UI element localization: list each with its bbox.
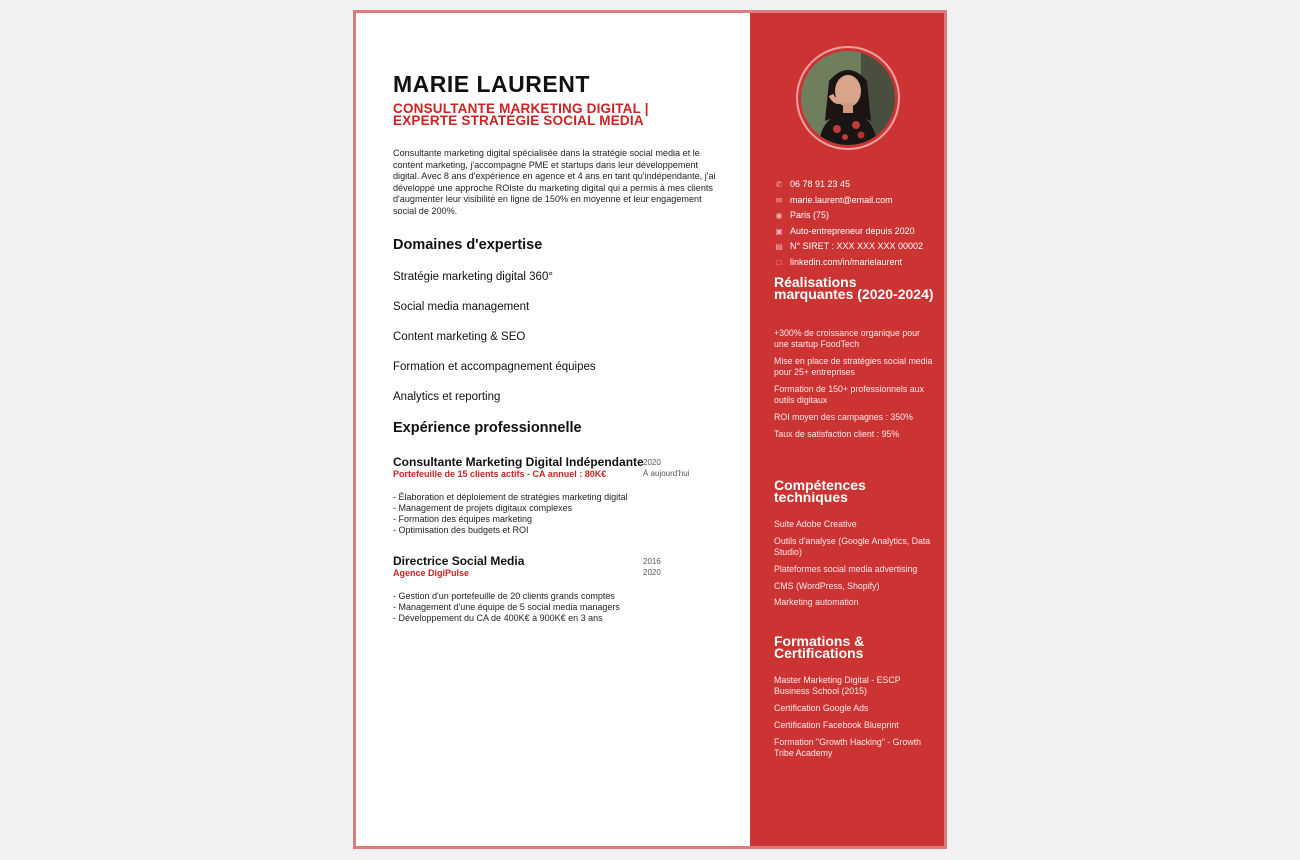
contact-phone[interactable]: ✆ 06 78 91 23 45 [774,177,923,193]
experience-entry [393,554,693,624]
phone-icon: ✆ [775,180,783,189]
contact-linkedin[interactable]: □ linkedin.com/in/marielaurent [774,255,923,271]
email-icon: ✉ [775,195,783,205]
job-bullet: - Développement du CA de 400K€ à 900K€ en 3 ans [393,613,603,623]
job-bullet: - Élaboration et déploiement de stratégies marketing digital [393,492,628,502]
expertise-item: Formation et accompagnement équipes [393,361,596,373]
job-bullets [393,591,693,624]
achievement-item: Taux de satisfaction client : 95% [774,429,900,440]
job-dates [643,457,689,479]
skills-heading: Compétences techniques [774,477,866,505]
skill-item: CMS (WordPress, Shopify) [774,580,880,591]
job-bullets [393,492,693,536]
expertise-list [393,270,713,420]
achievements-list [774,328,934,446]
experience-entry [393,455,693,536]
job-start: 2016 [643,557,661,566]
contact-location: ◉ Paris (75) [774,208,923,224]
training-item: Certification Facebook Blueprint [774,719,899,730]
profile-photo [801,51,895,145]
candidate-name: MARIE LAURENT [393,71,590,97]
expertise-item: Social media management [393,301,530,313]
job-bullet: - Formation des équipes marketing [393,514,533,524]
training-list [774,675,934,765]
id-card-icon: ▤ [775,242,783,251]
job-end: 2020 [643,568,661,577]
job-title: Consultante Marketing Digital Indépendante [393,455,644,469]
skill-item: Outils d'analyse (Google Analytics, Data Studio) [774,535,931,558]
skill-item: Suite Adobe Creative [774,519,857,529]
profile-photo-frame [796,46,900,150]
skills-list [774,519,934,614]
job-bullet: - Management d'une équipe de 5 social media managers [393,602,620,612]
achievement-item: +300% de croissance organique pour une startup FoodTech [774,328,920,350]
sidebar-column [750,13,944,846]
skill-item: Marketing automation [774,597,859,608]
training-item: Master Marketing Digital - ESCP Business School (2015) [774,675,901,697]
linkedin-icon: □ [776,257,782,267]
contact-email[interactable]: ✉ marie.laurent@email.com [774,193,923,209]
resume-page [353,10,947,849]
achievement-item: Mise en place de stratégies social media pour 25+ entreprises [774,356,933,378]
achievement-item: ROI moyen des campagnes : 350% [774,412,913,423]
expertise-item: Analytics et reporting [393,391,501,403]
job-dates [643,556,661,578]
briefcase-icon: ▣ [775,226,783,236]
job-subtitle: Portefeuille de 15 clients actifs - CA annuel : 80K€ [393,469,607,479]
expertise-item: Stratégie marketing digital 360° [393,271,553,283]
job-title: Directrice Social Media [393,554,525,568]
contact-list [774,177,923,270]
job-subtitle: Agence DigiPulse [393,568,470,578]
job-bullet: - Optimisation des budgets et ROI [393,525,529,535]
main-column [356,13,750,846]
profile-summary: Consultante marketing digital spécialisée dans la stratégie social media et le content marketing, j'accompagne PME et startups dans leur développement digital. Avec 8 ans d'expérience en agence et 4 ans en tant qu'indépendante, j'ai développé une approche ROIste du marketing digital qui a permis à mes clients d'augmenter leur visibilité en ligne de 150% en moyenne et leur engagement social de 200%. [393,148,716,216]
job-end: À aujourd'hui [643,469,690,478]
contact-siret: ▤ N° SIRET : XXX XXX XXX 00002 [774,239,923,255]
contact-status: ▣ Auto-entrepreneur depuis 2020 [774,224,923,240]
achievements-heading: Réalisations marquantes (2020-2024) [774,274,934,302]
training-item: Certification Google Ads [774,703,869,714]
experience-heading: Expérience professionnelle [393,420,582,436]
job-bullet: - Gestion d'un portefeuille de 20 clients grands comptes [393,591,615,601]
job-bullet: - Management de projets digitaux complexes [393,503,573,513]
training-heading: Formations & Certifications [774,633,865,661]
expertise-heading: Domaines d'expertise [393,237,543,253]
expertise-item: Content marketing & SEO [393,331,526,343]
candidate-title: CONSULTANTE MARKETING DIGITAL | EXPERTE STRATÉGIE SOCIAL MEDIA [393,101,649,128]
portrait-illustration [801,51,895,145]
location-icon: ◉ [775,211,783,220]
achievement-item: Formation de 150+ professionnels aux outils digitaux [774,384,924,406]
training-item: Formation "Growth Hacking" - Growth Tribe Academy [774,736,922,758]
job-start: 2020 [643,458,661,467]
skill-item: Plateformes social media advertising [774,563,918,574]
